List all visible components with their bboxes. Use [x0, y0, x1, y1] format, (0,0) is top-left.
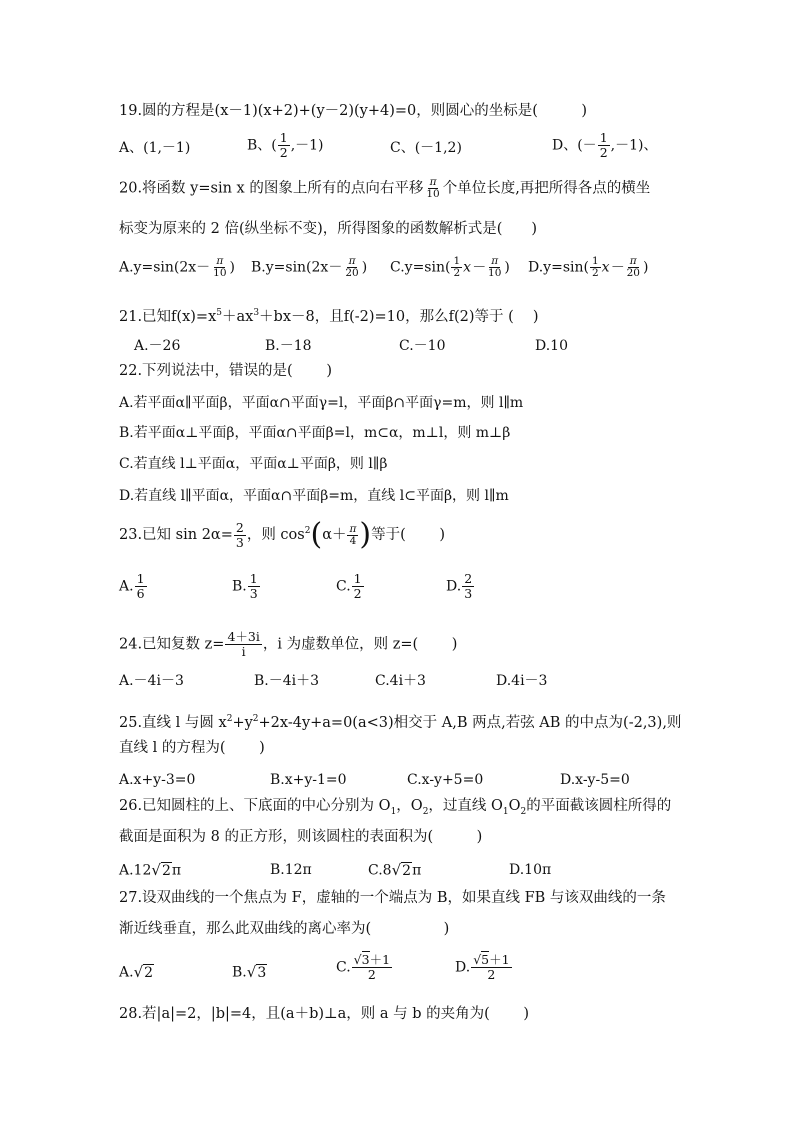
q26-option-c: C.8√2π: [368, 861, 422, 879]
q23-option-a: A. $\frac{1}{6}$: [119, 571, 145, 601]
q20-option-b: B.y=sin(2x－ $\frac{\pi}{20}$ ): [251, 255, 368, 279]
q19-option-c: C、(－1,2): [390, 140, 462, 156]
q19-option-d: D、(－ $\frac{1}{2}$ ,－1)、: [552, 130, 658, 160]
question-28-stem: 28.若|a|=2，|b|=4，且(a＋b)⊥a，则 a 与 b 的夹角为( ): [119, 1006, 530, 1022]
question-19-stem: 19.圆的方程是(x－1)(x+2)+(y－2)(y+4)=0，则圆心的坐标是( ): [119, 103, 588, 119]
q26-option-a: A.12√2π: [119, 861, 182, 879]
q21-option-c: C.－10: [399, 338, 446, 354]
q26-option-b: B.12π: [270, 862, 312, 878]
q19-option-a: A、(1,－1): [119, 140, 191, 156]
q24-option-d: D.4i－3: [496, 673, 548, 689]
q23-option-b: B. $\frac{1}{3}$: [232, 571, 258, 601]
q27-option-c: C. $\frac{√3+1}{2}$: [336, 952, 391, 982]
q20-option-a: A.y=sin(2x－ $\frac{\pi}{10}$ ): [119, 255, 235, 279]
question-25-stem-line2: 直线 l 的方程为( ): [119, 740, 265, 756]
q26-option-d: D.10π: [509, 862, 552, 878]
q19-option-b: B、( $\frac{1}{2}$ ,－1): [247, 130, 324, 160]
q25-option-b: B.x+y-1=0: [270, 772, 347, 788]
q23-option-d: D. $\frac{2}{3}$: [446, 571, 473, 601]
q22-option-d: D.若直线 l∥平面α，平面α∩平面β=m，直线 l⊂平面β，则 l∥m: [119, 488, 509, 504]
question-24-stem: 24.已知复数 z= $\frac{4+3i}{i}$ ，i 为虚数单位，则 z=( ): [119, 629, 458, 659]
q22-option-b: B.若平面α⊥平面β，平面α∩平面β=l，m⊂α，m⊥l，则 m⊥β: [119, 425, 511, 441]
q24-option-c: C.4i＋3: [375, 673, 426, 689]
q27-option-b: B.√3: [232, 963, 267, 981]
question-20-stem: 20.将函数 y=sin x 的图象上所有的点向右平移 $\frac{\pi}{10}$ 个单位长度,再把所得各点的横坐: [119, 176, 651, 200]
q24-option-b: B.－4i＋3: [254, 673, 320, 689]
question-22-stem: 22.下列说法中，错误的是( ): [119, 363, 332, 379]
question-27-stem-line2: 渐近线垂直，那么此双曲线的离心率为( ): [119, 921, 450, 937]
question-21-stem: 21.已知$f(x)=x^5+ax^3+bx-8$，且f(-2)=10，那么f(2)等于 ( ): [119, 308, 539, 325]
q21-option-a: A.－26: [134, 338, 181, 354]
q27-option-a: A.√2: [119, 963, 154, 981]
q23-option-c: C. $\frac{1}{2}$: [336, 571, 362, 601]
q22-option-a: A.若平面α∥平面β，平面α∩平面γ=l，平面β∩平面γ=m，则 l∥m: [119, 395, 524, 411]
q25-option-d: D.x-y-5=0: [560, 772, 630, 788]
question-26-stem-line2: 截面是面积为 8 的正方形，则该圆柱的表面积为( ): [119, 829, 483, 845]
question-26-stem: 26.已知圆柱的上、下底面的中心分别为 $O_1$，$O_2$，过直线 $O_1O_2$的平面截该圆柱所得的: [119, 798, 672, 817]
question-23-stem: 23.已知 sin 2α= $\frac{2}{3}$ ，则 $\cos^2(\alpha+$ $\frac{\pi}{4}$ )等于( ): [119, 517, 446, 552]
q27-option-d: D. $\frac{√5+1}{2}$: [455, 952, 510, 982]
q22-option-c: C.若直线 l⊥平面α，平面α⊥平面β，则 l∥β: [119, 456, 388, 472]
q21-option-d: D.10: [535, 338, 568, 354]
question-20-stem-line2: 标变为原来的 2 倍(纵坐标不变)，所得图象的函数解析式是( ): [119, 221, 538, 237]
q21-option-b: B.－18: [265, 338, 312, 354]
q24-option-a: A.－4i－3: [119, 673, 184, 689]
q25-option-c: C.x-y+5=0: [407, 772, 484, 788]
question-25-stem: 25.直线 l 与圆 $x^2+y^2+2x-4y+a=0(a<3)$相交于 A,B 两点,若弦 AB 的中点为(-2,3),则: [119, 714, 682, 731]
question-27-stem: 27.设双曲线的一个焦点为 F，虚轴的一个端点为 B，如果直线 FB 与该双曲线的一条: [119, 890, 666, 906]
q25-option-a: A.x+y-3=0: [119, 772, 196, 788]
q20-option-d: D.y=sin( $\frac{1}{2}$ x－ $\frac{\pi}{20}$ ): [528, 255, 649, 279]
q20-option-c: C.y=sin( $\frac{1}{2}$ x－ $\frac{\pi}{10}$ ): [390, 255, 510, 279]
